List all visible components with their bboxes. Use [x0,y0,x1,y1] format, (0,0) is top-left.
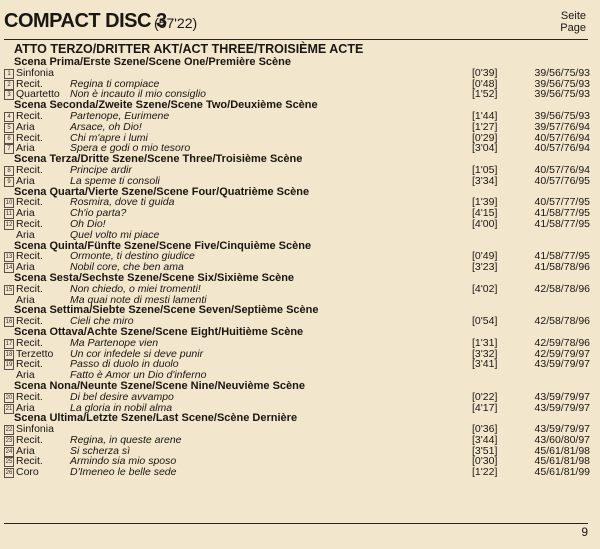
track-incipit: Chi m'apre i lumi [70,131,148,144]
track-number: 12 [5,221,13,228]
track-form: Recit. [16,315,43,328]
track-duration: [0'48] [472,77,498,90]
track-form: Aria [16,174,35,187]
scene-heading: Scena Ultima/Letzte Szene/Last Scene/Scène Dernière [14,412,298,425]
track-form: Recit. [16,433,43,446]
track-row [4,230,590,241]
track-incipit: Rosmira, dove ti guida [70,196,175,209]
track-list [4,57,590,478]
track-form: Recit. [16,250,43,263]
track-form: Aria [16,444,35,457]
track-duration: [3'23] [472,261,498,274]
track-incipit: Oh Dio! [70,217,106,230]
track-duration: [0'54] [472,315,498,328]
track-number: 17 [5,340,13,347]
track-pages: 43/60/80/97 [534,433,590,446]
track-incipit: La gloria in nobil alma [70,401,173,414]
track-form: Aria [16,228,35,241]
track-pages: 40/57/76/94 [534,142,590,155]
track-duration: [0'30] [472,455,498,468]
track-pages: 40/57/77/95 [534,196,590,209]
track-number: 20 [5,394,13,401]
track-number: 10 [5,200,13,207]
track-duration: [1'52] [472,88,498,101]
track-number: 22 [5,427,13,434]
track-form: Recit. [16,131,43,144]
seite-label: Seite [560,10,586,22]
track-form: Aria [16,207,35,220]
track-form: Recit. [16,455,43,468]
track-incipit: Regina ti compiace [70,77,160,90]
page-number: 9 [581,525,588,539]
track-form: Sinfonia [16,66,54,79]
track-form: Recit. [16,390,43,403]
track-pages: 41/58/78/96 [534,261,590,274]
track-number: 11 [5,211,13,218]
track-incipit: Si scherza sì [70,444,131,457]
track-number: 21 [5,405,13,412]
track-row [4,176,590,187]
track-duration: [0'29] [472,131,498,144]
track-duration: [1'05] [472,163,498,176]
track-form: Quartetto [16,88,60,101]
track-form: Aria [16,261,35,274]
track-row [4,68,590,79]
track-form: Recit. [16,336,43,349]
track-number: 5 [4,123,14,133]
track-pages: 43/59/79/97 [534,401,590,414]
track-form: Sinfonia [16,423,54,436]
track-number: 7 [4,144,14,154]
track-number: 18 [5,351,13,358]
track-pages: 41/58/77/95 [534,207,590,220]
scene-heading: Scena Terza/Dritte Szene/Scene Three/Troisième Scène [14,153,303,166]
track-pages: 39/56/75/93 [534,109,590,122]
track-form: Terzetto [16,347,54,360]
track-number: 14 [5,265,13,272]
track-duration: [1'31] [472,336,498,349]
track-form: Aria [16,142,35,155]
track-number: 4 [4,112,14,122]
track-incipit: Regina, in queste arene [70,433,182,446]
track-number: 13 [5,254,13,261]
track-duration: [1'44] [472,109,498,122]
disc-duration: (57'22) [154,15,198,31]
track-incipit: Partenope, Eurimene [70,109,170,122]
track-row [4,338,590,349]
track-pages: 45/61/81/99 [534,466,590,479]
track-number: 2 [4,80,14,90]
track-number: 8 [4,166,14,176]
track-incipit: Nobil core, che ben ama [70,261,184,274]
track-pages: 41/58/77/95 [534,217,590,230]
track-duration: [1'22] [472,466,498,479]
track-number: 1 [4,69,14,79]
track-number: 3 [4,90,14,100]
track-form: Recit. [16,196,43,209]
track-form: Coro [16,466,39,479]
track-incipit: Arsace, oh Dio! [70,120,142,133]
scene-heading: Scena Sesta/Sechste Szene/Scene Six/Sixième Scène [14,271,295,284]
track-form: Aria [16,401,35,414]
track-duration: [4'17] [472,401,498,414]
track-pages: 40/57/76/95 [534,174,590,187]
track-pages: 40/57/76/94 [534,131,590,144]
track-pages: 42/59/78/96 [534,336,590,349]
track-form: Aria [16,369,35,382]
track-incipit: Ormonte, ti destino giudice [70,250,195,263]
track-row [4,284,590,295]
scene-heading: Scena Ottava/Achte Szene/Scene Eight/Huitième Scène [14,325,304,338]
track-number: 9 [4,177,14,187]
track-incipit: Non è incauto il mio consiglio [70,88,206,101]
track-pages: 40/57/76/94 [534,163,590,176]
scene-heading: Scena Seconda/Zweite Szene/Scene Two/Deuxième Scène [14,99,318,112]
track-duration: [1'39] [472,196,498,209]
track-form: Recit. [16,217,43,230]
track-form: Recit. [16,77,43,90]
track-pages: 43/59/79/97 [534,358,590,371]
track-incipit: Principe ardir [70,163,132,176]
track-pages: 39/56/75/93 [534,66,590,79]
track-incipit: Passo di duolo in duolo [70,358,179,371]
track-incipit: D'Imeneo le belle sede [70,466,177,479]
track-incipit: Ma Partenope vien [70,336,159,349]
track-form: Recit. [16,163,43,176]
track-duration: [1'27] [472,120,498,133]
track-pages: 43/59/79/97 [534,423,590,436]
track-pages: 39/57/76/94 [534,120,590,133]
scene-heading: Scena Settima/Siebte Szene/Scene Seven/Septième Scène [14,304,319,317]
track-incipit: La speme ti consoli [70,174,160,187]
track-number: 15 [5,286,13,293]
track-pages: 42/58/78/96 [534,315,590,328]
footer-rule [4,523,588,524]
track-pages: 43/59/79/97 [534,390,590,403]
scene-heading: Scena Quinta/Fünfte Szene/Scene Five/Cinquième Scène [14,239,312,252]
track-form: Aria [16,293,35,306]
track-duration: [0'22] [472,390,498,403]
track-number: 24 [5,448,13,455]
track-incipit: Quel volto mi piace [70,228,160,241]
disc-title: COMPACT DISC 3 [4,10,167,32]
scene-heading: Scena Prima/Erste Szene/Scene One/Première Scène [14,56,291,68]
track-number: 19 [5,362,13,369]
track-duration: [3'51] [472,444,498,457]
page-column-label [560,10,586,34]
track-incipit: Armindo sia mio sposo [70,455,177,468]
track-pages: 39/56/75/93 [534,77,590,90]
header [4,6,590,40]
track-form: Recit. [16,282,43,295]
track-incipit: Non chiedo, o miei tromenti! [70,282,201,295]
track-number: 16 [5,319,13,326]
scene-heading: Scena Quarta/Vierte Szene/Scene Four/Quatrième Scène [14,185,310,198]
track-duration: [4'02] [472,282,498,295]
track-duration: [4'00] [472,217,498,230]
track-duration: [3'04] [472,142,498,155]
track-form: Aria [16,120,35,133]
track-incipit: Un cor infedele si deve punir [70,347,204,360]
track-number: 23 [5,437,13,444]
track-incipit: Di bel desire avvampo [70,390,174,403]
track-pages: 45/61/81/98 [534,444,590,457]
track-duration: [4'15] [472,207,498,220]
track-number: 26 [5,470,13,477]
track-duration: [3'44] [472,433,498,446]
track-pages: 42/58/78/96 [534,282,590,295]
track-incipit: Ch'io parta? [70,207,127,220]
act-title: ATTO TERZO/DRITTER AKT/ACT THREE/TROISIÈME ACTE [14,42,364,56]
track-pages: 39/56/75/93 [534,88,590,101]
track-duration: [3'32] [472,347,498,360]
track-pages: 41/58/77/95 [534,250,590,263]
track-incipit: Fatto è Amor un Dio d'inferno [70,369,207,382]
track-row [4,392,590,403]
track-number: 25 [5,459,13,466]
track-pages: 45/61/81/98 [534,455,590,468]
track-duration: [3'41] [472,358,498,371]
track-duration: [0'49] [472,250,498,263]
track-duration: [0'36] [472,423,498,436]
track-duration: [3'34] [472,174,498,187]
header-rule [4,39,588,40]
track-row [4,122,590,133]
scene-heading: Scena Nona/Neunte Szene/Scene Nine/Neuvième Scène [14,379,306,392]
track-incipit: Ma quai note di mesti lamenti [70,293,207,306]
track-pages: 42/59/79/97 [534,347,590,360]
page-label: Page [560,22,586,34]
track-incipit: Cieli che miro [70,315,134,328]
track-incipit: Spera e godi o mio tesoro [70,142,191,155]
track-form: Recit. [16,358,43,371]
track-form: Recit. [16,109,43,122]
track-number: 6 [4,134,14,144]
track-duration: [0'39] [472,66,498,79]
track-row [4,467,590,478]
